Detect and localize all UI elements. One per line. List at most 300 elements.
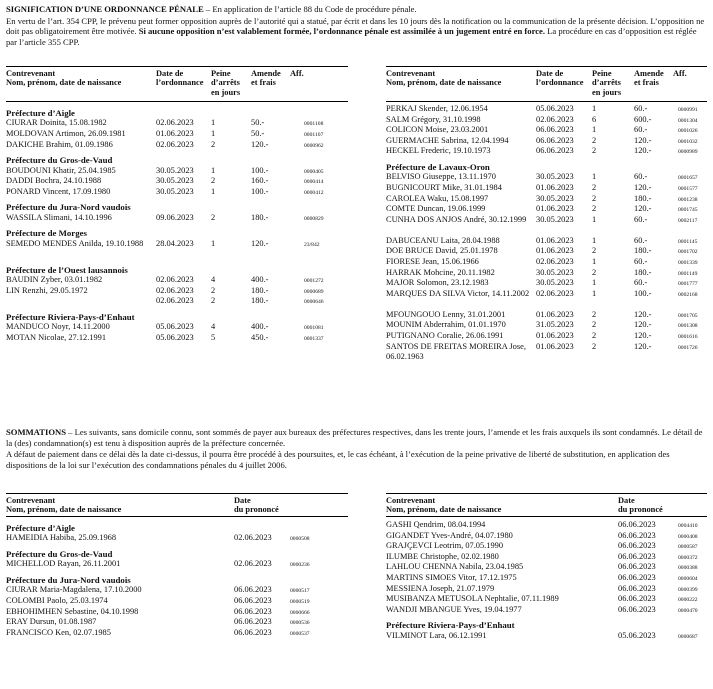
cell-aff: 0000470 bbox=[678, 607, 698, 614]
sommations-block bbox=[6, 427, 707, 471]
header-date-prononce: Date du prononcé bbox=[618, 496, 663, 515]
cell-amende: 60.- bbox=[634, 256, 648, 266]
table-row bbox=[386, 520, 707, 531]
cell-date: 30.05.2023 bbox=[536, 267, 574, 277]
section-title: Préfecture d’Aigle bbox=[6, 108, 75, 118]
cell-date: 02.06.2023 bbox=[234, 533, 272, 543]
cell-peine: 1 bbox=[592, 288, 597, 298]
cell-date: 02.06.2023 bbox=[536, 256, 574, 266]
cell-peine: 2 bbox=[592, 135, 597, 145]
cell-aff: 0000829 bbox=[304, 215, 324, 222]
table-header bbox=[6, 66, 348, 102]
cell-amende: 600.- bbox=[634, 114, 652, 124]
cell-aff: 0000646 bbox=[304, 299, 324, 306]
cell-aff: 0000536 bbox=[290, 620, 310, 627]
cell-name: HAMEIDIA Habiba, 25.09.1968 bbox=[6, 533, 117, 543]
table-row bbox=[386, 289, 707, 310]
cell-aff: 0001777 bbox=[678, 281, 698, 288]
table-header bbox=[386, 493, 707, 517]
cell-name: MUSIBANZA METUSOLA Nephtalie, 07.11.1989 bbox=[386, 594, 559, 604]
table-row bbox=[386, 573, 707, 584]
cell-name: GUERMACHE Sabrina, 12.04.1994 bbox=[386, 135, 509, 145]
sommations-table-right bbox=[386, 493, 707, 641]
table-row bbox=[6, 213, 348, 224]
table-row bbox=[6, 533, 348, 544]
intro-heading: SIGNIFICATION D’UNE ORDONNANCE PÉNALE bbox=[6, 4, 204, 14]
cell-name: MOLDOVAN Artimon, 26.09.1981 bbox=[6, 129, 126, 138]
cell-date: 06.06.2023 bbox=[234, 585, 272, 595]
cell-amende: 100.- bbox=[251, 186, 269, 196]
table-row bbox=[386, 146, 707, 157]
cell-peine: 2 bbox=[592, 341, 597, 351]
header-aff: Aff. bbox=[290, 69, 304, 78]
cell-name: COLOMBI Paolo, 25.03.1974 bbox=[6, 596, 108, 605]
cell-aff: 0000388 bbox=[678, 565, 698, 572]
table-header bbox=[386, 66, 707, 102]
cell-amende: 120.- bbox=[634, 320, 652, 330]
sommations-paragraph-1: – Les suivants, sans domicile connu, sont sommés de payer aux bureaux des préfectures respectives, dans les trente jours, l’amende et les frais auxquels ils sont condamnés. Le détail de la (des) condamnation(s) est tenu à disposition auprès de la préfecture concernée. bbox=[6, 427, 703, 448]
cell-aff: 0000991 bbox=[678, 107, 698, 113]
cell-amende: 180.- bbox=[634, 267, 652, 277]
cell-peine: 2 bbox=[592, 330, 597, 340]
table-row bbox=[6, 617, 348, 628]
cell-aff: 0000962 bbox=[304, 142, 324, 149]
cell-name: CIURAR Maria-Magdalena, 17.10.2000 bbox=[6, 585, 142, 595]
cell-name: DABUCEANU Laita, 28.04.1988 bbox=[386, 235, 500, 245]
section-title: Préfecture du Jura-Nord vaudois bbox=[6, 202, 131, 213]
cell-amende: 50.- bbox=[251, 118, 265, 128]
cell-amende: 120.- bbox=[251, 139, 269, 149]
cell-date: 30.05.2023 bbox=[156, 176, 194, 186]
cell-name: DAKICHE Brahim, 01.09.1986 bbox=[6, 139, 113, 149]
cell-peine: 2 bbox=[592, 320, 597, 330]
cell-amende: 120.- bbox=[634, 135, 652, 145]
cell-name: BELVISO Giuseppe, 13.11.1970 bbox=[386, 172, 496, 182]
cell-aff: 23/842 bbox=[304, 241, 320, 248]
section-title: Préfecture du Gros-de-Vaud bbox=[6, 155, 113, 166]
table-row bbox=[386, 541, 707, 552]
table-row bbox=[386, 342, 707, 363]
cell-aff: 0000236 bbox=[290, 562, 310, 569]
header-aff: Aff. bbox=[673, 69, 687, 78]
cell-peine: 1 bbox=[592, 125, 597, 135]
section-title: Préfecture de Morges bbox=[6, 228, 87, 239]
cell-date: 06.06.2023 bbox=[618, 530, 656, 540]
cell-aff: 0001702 bbox=[678, 249, 698, 256]
cell-name: GRAJÇEVCI Leotrim, 07.05.1990 bbox=[386, 541, 504, 551]
cell-aff: 0001272 bbox=[304, 278, 324, 285]
table-row bbox=[6, 140, 348, 151]
cell-date: 05.06.2023 bbox=[156, 322, 194, 332]
cell-name: MFOUNGOUO Lenny, 31.01.2001 bbox=[386, 309, 506, 319]
table-body bbox=[386, 520, 707, 641]
cell-peine: 2 bbox=[211, 176, 216, 186]
cell-aff: 0001149 bbox=[678, 270, 698, 277]
cell-date: 09.06.2023 bbox=[156, 212, 194, 222]
cell-date: 06.06.2023 bbox=[536, 125, 574, 135]
table-body bbox=[386, 104, 707, 363]
table-row bbox=[386, 257, 707, 268]
table-row bbox=[386, 584, 707, 595]
header-contrevenant: Contrevenant Nom, prénom, date de naissance bbox=[6, 496, 122, 515]
cell-name: CIURAR Doinita, 15.08.1982 bbox=[6, 118, 107, 128]
cell-name: COLICON Moise, 23.03.2001 bbox=[386, 125, 489, 135]
table-row bbox=[386, 215, 707, 236]
cell-name: WASSILA Slimani, 14.10.1996 bbox=[6, 212, 112, 222]
intro-paragraph-end: La procédure en cas d’opposition est réglée par l’article 355 CPP. bbox=[6, 26, 697, 47]
section-title: Préfecture du Jura-Nord vaudois bbox=[6, 575, 131, 585]
cell-peine: 2 bbox=[211, 285, 216, 295]
cell-date: 02.06.2023 bbox=[536, 114, 574, 124]
cell-date: 05.06.2023 bbox=[618, 630, 656, 640]
cell-date: 02.06.2023 bbox=[156, 139, 194, 149]
cell-amende: 180.- bbox=[634, 246, 652, 256]
cell-date: 02.06.2023 bbox=[156, 118, 194, 128]
section-title: Préfecture de l’Ouest lausannois bbox=[6, 264, 128, 275]
table-row bbox=[386, 125, 707, 136]
cell-peine: 5 bbox=[211, 332, 216, 342]
cell-amende: 180.- bbox=[251, 285, 269, 295]
cell-aff: 0001657 bbox=[678, 175, 698, 182]
cell-aff: 0000414 bbox=[304, 179, 324, 186]
table-row bbox=[6, 585, 348, 596]
cell-name: MOTAN Nicolae, 27.12.1991 bbox=[6, 332, 107, 342]
cell-date: 31.05.2023 bbox=[536, 320, 574, 330]
cell-name: EBHOHIMHEN Sebastine, 04.10.1998 bbox=[6, 606, 139, 616]
table-row bbox=[386, 194, 707, 205]
cell-amende: 120.- bbox=[634, 182, 652, 192]
cell-aff: 0000517 bbox=[290, 588, 310, 595]
header-date: Date de l’ordonnance bbox=[156, 69, 204, 88]
cell-aff: 0001308 bbox=[678, 323, 698, 330]
table-row bbox=[386, 172, 707, 183]
table-row bbox=[386, 236, 707, 247]
header-date: Date de l’ordonnance bbox=[536, 69, 584, 88]
cell-date: 06.06.2023 bbox=[618, 583, 656, 593]
table-row bbox=[386, 320, 707, 331]
cell-date: 02.06.2023 bbox=[156, 296, 194, 306]
table-header bbox=[6, 493, 348, 517]
cell-amende: 50.- bbox=[251, 129, 265, 138]
table-row bbox=[386, 278, 707, 289]
cell-date: 02.06.2023 bbox=[536, 288, 574, 298]
intro-paragraph: En vertu de l’art. 354 CPP, le prévenu peut former opposition auprès de l’autorité qui a statué, par écrit et dans les 10 jours dès la notification ou la communication de la présente décision. L’opposition ne doit pas obligatoirement être motivée. bbox=[6, 15, 705, 37]
cell-name: BUGNICOURT Mike, 31.01.1984 bbox=[386, 182, 502, 192]
cell-aff: 0000587 bbox=[678, 544, 698, 551]
cell-amende: 120.- bbox=[634, 309, 652, 319]
cell-amende: 120.- bbox=[634, 341, 652, 351]
cell-aff: 0001577 bbox=[678, 185, 698, 192]
table-row bbox=[386, 115, 707, 126]
ordonnances-table-left bbox=[6, 66, 348, 344]
cell-amende: 60.- bbox=[634, 172, 648, 182]
cell-date: 30.05.2023 bbox=[536, 172, 574, 182]
cell-aff: 0000372 bbox=[678, 554, 698, 561]
cell-peine: 1 bbox=[211, 165, 216, 175]
sommations-paragraph-2: A défaut de paiement dans ce délai dès la date ci-dessus, il pourra être procédé à des poursuites, et, le cas échéant, à l’exécution de la peine privative de liberté de substitution, en application des dispositions de la loi sur l’exécution des condamnations pénales du 4 juillet 2006. bbox=[6, 449, 670, 470]
cell-amende: 60.- bbox=[634, 104, 648, 113]
cell-name: HARRAK Mohcine, 20.11.1982 bbox=[386, 267, 495, 277]
section-title: Préfecture Riviera-Pays-d’Enhaut bbox=[6, 311, 135, 322]
section-title: Préfecture du Gros-de-Vaud bbox=[6, 549, 113, 559]
cell-name: ILUMBE Christophe, 02.02.1980 bbox=[386, 551, 499, 561]
cell-name: GIGANDET Yves-André, 04.07.1980 bbox=[386, 530, 513, 540]
cell-amende: 120.- bbox=[634, 204, 652, 214]
cell-amende: 400.- bbox=[251, 322, 269, 332]
cell-aff: 0001337 bbox=[304, 335, 324, 342]
cell-peine: 1 bbox=[592, 104, 597, 113]
cell-date: 06.06.2023 bbox=[536, 135, 574, 145]
cell-peine: 4 bbox=[211, 322, 216, 332]
cell-amende: 450.- bbox=[251, 332, 269, 342]
cell-name: LIN Renzhi, 29.05.1972 bbox=[6, 285, 88, 295]
cell-name: MESSIENA Joseph, 21.07.1979 bbox=[386, 583, 495, 593]
cell-peine: 2 bbox=[211, 296, 216, 306]
cell-amende: 160.- bbox=[251, 176, 269, 186]
cell-peine: 2 bbox=[592, 146, 597, 156]
cell-amende: 180.- bbox=[251, 296, 269, 306]
cell-aff: 0001339 bbox=[678, 259, 698, 266]
cell-date: 02.06.2023 bbox=[156, 285, 194, 295]
cell-aff: 0000989 bbox=[678, 149, 698, 156]
table-row bbox=[386, 204, 707, 215]
cell-aff: 0000537 bbox=[290, 630, 310, 637]
cell-name: PUTIGNANO Coralie, 26.06.1991 bbox=[386, 330, 504, 340]
cell-date: 30.05.2023 bbox=[536, 214, 574, 224]
table-row bbox=[6, 286, 348, 297]
cell-aff: 0000687 bbox=[678, 633, 698, 640]
cell-date: 06.06.2023 bbox=[234, 617, 272, 627]
cell-name: BOUDOUNI Khatir, 25.04.1985 bbox=[6, 165, 116, 175]
table-row bbox=[386, 552, 707, 563]
cell-name: FRANCISCO Ken, 02.07.1985 bbox=[6, 627, 111, 637]
cell-aff: 0001107 bbox=[304, 132, 324, 138]
table-row bbox=[6, 296, 348, 307]
cell-peine: 2 bbox=[592, 309, 597, 319]
cell-name: MICHELLOD Rayan, 26.11.2001 bbox=[6, 559, 121, 569]
table-row bbox=[386, 183, 707, 194]
cell-amende: 60.- bbox=[634, 235, 648, 245]
cell-peine: 1 bbox=[592, 214, 597, 224]
cell-name: GASHI Qendrim, 08.04.1994 bbox=[386, 520, 486, 529]
table-row bbox=[386, 104, 707, 115]
cell-peine: 2 bbox=[211, 212, 216, 222]
cell-date: 06.06.2023 bbox=[618, 562, 656, 572]
cell-date: 01.06.2023 bbox=[536, 330, 574, 340]
cell-aff: 0001745 bbox=[678, 207, 698, 214]
cell-peine: 2 bbox=[592, 204, 597, 214]
cell-peine: 1 bbox=[211, 238, 216, 248]
header-contrevenant: Contrevenant Nom, prénom, date de naissance bbox=[6, 69, 122, 88]
cell-name: WANDJI MBANGUE Yves, 19.04.1977 bbox=[386, 604, 522, 614]
intro-paragraph-bold: Si aucune opposition n’est valablement formée, l’ordonnance pénale est assimilée à un jugement entré en force. bbox=[138, 26, 546, 37]
table-row bbox=[6, 176, 348, 187]
header-date-prononce: Date du prononcé bbox=[234, 496, 279, 515]
cell-name: PERKAJ Skender, 12.06.1954 bbox=[386, 104, 488, 113]
cell-name: CUNHA DOS ANJOS André, 30.12.1999 bbox=[386, 214, 527, 224]
cell-peine: 6 bbox=[592, 114, 597, 124]
cell-aff: 0000405 bbox=[304, 168, 324, 175]
cell-aff: 0001705 bbox=[678, 312, 698, 319]
table-row bbox=[386, 631, 707, 642]
cell-date: 05.06.2023 bbox=[536, 104, 574, 113]
table-body bbox=[6, 523, 348, 638]
cell-date: 01.06.2023 bbox=[536, 309, 574, 319]
table-row bbox=[6, 596, 348, 607]
cell-peine: 2 bbox=[592, 193, 597, 203]
cell-peine: 2 bbox=[592, 246, 597, 256]
cell-aff: 0000689 bbox=[304, 288, 324, 295]
section-title: Préfecture d’Aigle bbox=[6, 523, 75, 533]
cell-aff: 0001108 bbox=[304, 121, 324, 128]
sommations-table-left bbox=[6, 493, 348, 638]
cell-aff: 0001032 bbox=[678, 138, 698, 145]
section-title: Préfecture de Lavaux-Oron bbox=[386, 161, 490, 172]
cell-name: MAJOR Solomon, 23.12.1983 bbox=[386, 278, 489, 288]
cell-date: 28.04.2023 bbox=[156, 238, 194, 248]
cell-date: 06.06.2023 bbox=[618, 594, 656, 604]
cell-aff: 0002168 bbox=[678, 291, 698, 298]
cell-date: 01.06.2023 bbox=[536, 341, 574, 351]
cell-name: MOUNIM Abderrahim, 01.01.1970 bbox=[386, 320, 506, 330]
cell-amende: 100.- bbox=[634, 288, 652, 298]
cell-peine: 1 bbox=[592, 172, 597, 182]
table-row bbox=[386, 331, 707, 342]
header-contrevenant: Contrevenant Nom, prénom, date de naissance bbox=[386, 69, 502, 88]
cell-date: 05.06.2023 bbox=[156, 332, 194, 342]
cell-name: COMTE Duncan, 19.06.1999 bbox=[386, 204, 486, 214]
ordonnances-table-right bbox=[386, 66, 707, 363]
table-row bbox=[6, 559, 348, 570]
cell-amende: 180.- bbox=[634, 193, 652, 203]
header-peine: Peine d’arrêts en jours bbox=[211, 69, 241, 97]
cell-peine: 2 bbox=[592, 182, 597, 192]
cell-date: 06.06.2023 bbox=[234, 606, 272, 616]
cell-name: HECKEL Frederic, 19.10.1973 bbox=[386, 146, 491, 156]
cell-aff: 0000519 bbox=[290, 599, 310, 605]
cell-date: 06.06.2023 bbox=[234, 627, 272, 637]
cell-aff: 0001238 bbox=[678, 196, 698, 203]
table-row bbox=[6, 607, 348, 618]
table-row bbox=[386, 531, 707, 542]
cell-name: PONARD Vincent, 17.09.1980 bbox=[6, 186, 111, 196]
cell-amende: 100.- bbox=[251, 165, 269, 175]
table-row bbox=[386, 246, 707, 257]
cell-date: 02.06.2023 bbox=[156, 275, 194, 285]
table-row bbox=[6, 239, 348, 260]
table-row bbox=[6, 333, 348, 344]
table-row bbox=[386, 605, 707, 616]
cell-name: VILMINOT Lara, 06.12.1991 bbox=[386, 630, 487, 640]
cell-peine: 1 bbox=[592, 235, 597, 245]
table-body bbox=[6, 108, 348, 344]
cell-name: LAHLOU CHENNA Nabila, 23.04.1985 bbox=[386, 562, 524, 572]
cell-aff: 0000412 bbox=[304, 189, 324, 196]
cell-name: FIORESE Jean, 15.06.1966 bbox=[386, 256, 479, 266]
table-row bbox=[386, 310, 707, 321]
table-row bbox=[386, 136, 707, 147]
cell-peine: 1 bbox=[211, 129, 216, 138]
table-row bbox=[6, 166, 348, 177]
table-row bbox=[6, 118, 348, 129]
cell-date: 02.06.2023 bbox=[234, 559, 272, 569]
cell-amende: 400.- bbox=[251, 275, 269, 285]
cell-date: 06.06.2023 bbox=[618, 572, 656, 582]
cell-aff: 0001726 bbox=[678, 344, 698, 351]
table-row bbox=[6, 187, 348, 198]
cell-date: 06.06.2023 bbox=[618, 551, 656, 561]
cell-date: 01.06.2023 bbox=[536, 182, 574, 192]
cell-aff: 0000399 bbox=[678, 586, 698, 593]
cell-aff: 0004410 bbox=[678, 523, 698, 529]
table-row bbox=[6, 129, 348, 140]
cell-amende: 120.- bbox=[634, 146, 652, 156]
cell-aff: 0000408 bbox=[678, 533, 698, 540]
cell-aff: 0000666 bbox=[290, 609, 310, 616]
cell-name: SEMEDO MENDES Anilda, 19.10.1988 bbox=[6, 238, 144, 248]
table-row bbox=[386, 562, 707, 573]
cell-date: 01.06.2023 bbox=[536, 235, 574, 245]
cell-date: 30.05.2023 bbox=[156, 186, 194, 196]
cell-aff: 0001304 bbox=[678, 117, 698, 124]
cell-peine: 2 bbox=[211, 139, 216, 149]
cell-name: ERAY Dursun, 01.08.1987 bbox=[6, 617, 97, 627]
cell-amende: 120.- bbox=[251, 238, 269, 248]
intro-block bbox=[6, 4, 707, 48]
cell-date: 06.06.2023 bbox=[618, 520, 656, 529]
cell-date: 06.06.2023 bbox=[234, 596, 272, 605]
cell-amende: 60.- bbox=[634, 214, 648, 224]
cell-aff: 0000508 bbox=[290, 536, 310, 543]
cell-amende: 180.- bbox=[251, 212, 269, 222]
cell-date: 01.06.2023 bbox=[156, 129, 194, 138]
table-row bbox=[6, 628, 348, 639]
cell-date: 06.06.2023 bbox=[536, 146, 574, 156]
cell-name: SANTOS DE FREITAS MOREIRA Jose, 06.02.1963 bbox=[386, 341, 526, 361]
cell-date: 01.06.2023 bbox=[536, 204, 574, 214]
cell-amende: 60.- bbox=[634, 125, 648, 135]
cell-date: 01.06.2023 bbox=[536, 246, 574, 256]
cell-name: CAROLEA Waku, 15.08.1997 bbox=[386, 193, 489, 203]
cell-aff: 0000604 bbox=[678, 575, 698, 582]
cell-aff: 0001616 bbox=[678, 333, 698, 340]
cell-date: 30.05.2023 bbox=[536, 278, 574, 288]
cell-amende: 120.- bbox=[634, 330, 652, 340]
cell-peine: 1 bbox=[211, 186, 216, 196]
cell-aff: 0000222 bbox=[678, 597, 698, 604]
cell-peine: 2 bbox=[592, 267, 597, 277]
table-row bbox=[386, 268, 707, 279]
cell-peine: 4 bbox=[211, 275, 216, 285]
cell-peine: 1 bbox=[592, 256, 597, 266]
header-contrevenant: Contrevenant Nom, prénom, date de naissance bbox=[386, 496, 502, 515]
cell-name: DOE BRUCE David, 25.01.1978 bbox=[386, 246, 498, 256]
table-row bbox=[6, 275, 348, 286]
cell-aff: 0002117 bbox=[678, 217, 698, 224]
cell-date: 30.05.2023 bbox=[536, 193, 574, 203]
cell-aff: 0001081 bbox=[304, 325, 324, 332]
cell-name: BAUDIN Zyber, 03.01.1982 bbox=[6, 275, 103, 285]
header-amende: Amende et frais bbox=[251, 69, 281, 88]
section-title: Préfecture Riviera-Pays-d’Enhaut bbox=[386, 620, 515, 631]
cell-amende: 60.- bbox=[634, 278, 648, 288]
cell-date: 30.05.2023 bbox=[156, 165, 194, 175]
cell-name: DADDI Bochra, 24.10.1988 bbox=[6, 176, 102, 186]
header-peine: Peine d’arrêts en jours bbox=[592, 69, 622, 97]
cell-aff: 0001026 bbox=[678, 128, 698, 135]
cell-date: 06.06.2023 bbox=[618, 541, 656, 551]
header-amende: Amende et frais bbox=[634, 69, 664, 88]
